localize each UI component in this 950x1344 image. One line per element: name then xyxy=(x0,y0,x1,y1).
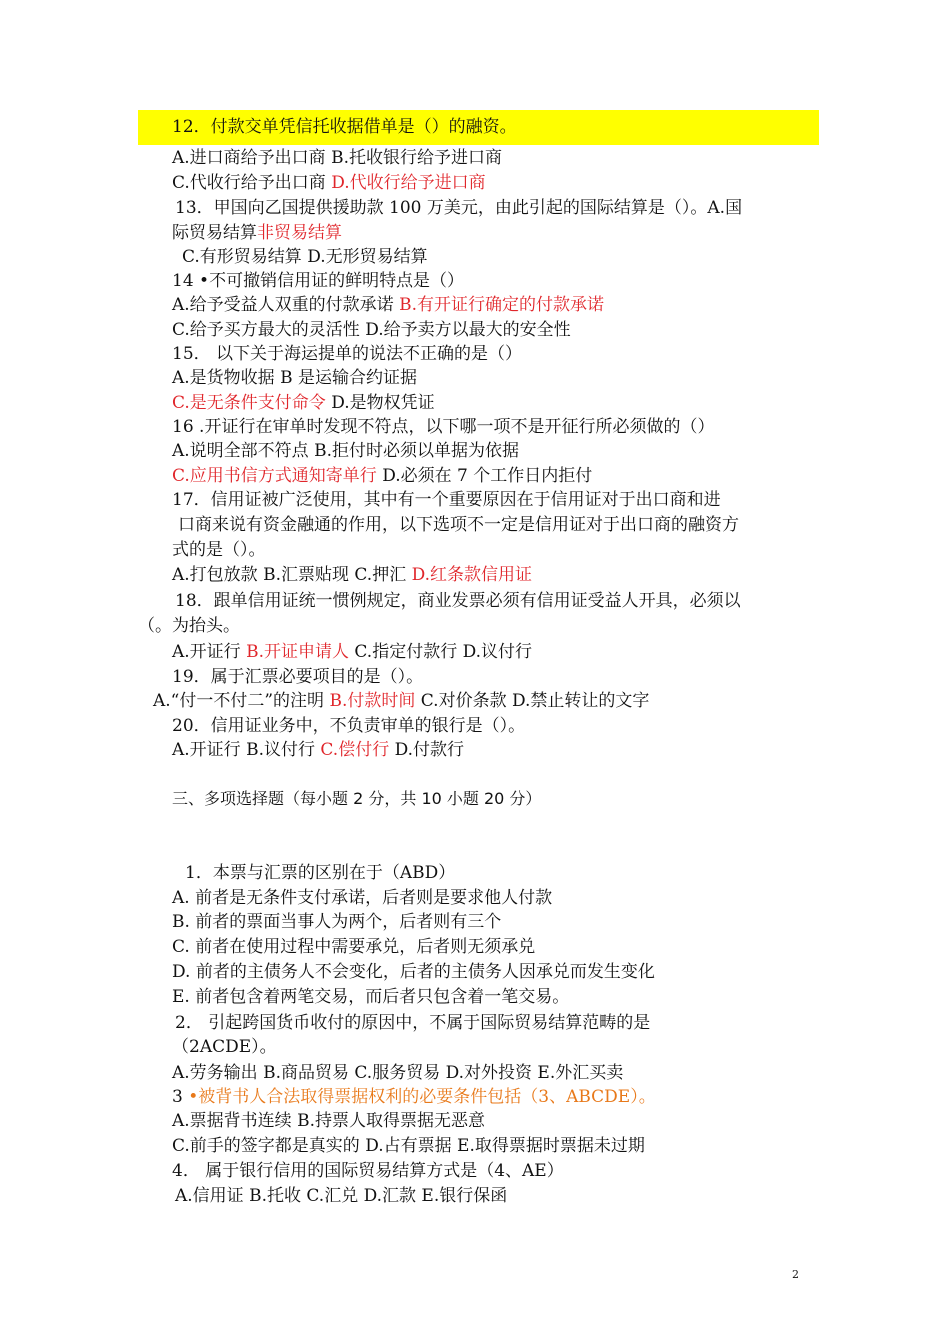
text-segment: （2ACDE）。 xyxy=(172,1037,277,1057)
text-segment: 1．本票与汇票的区别在于（ABD） xyxy=(185,863,456,883)
answer-text: D.红条款信用证 xyxy=(411,565,533,585)
text-line xyxy=(175,1011,650,1035)
text-segment: A.进口商给予出口商 B.托收银行给予进口商 xyxy=(172,148,502,168)
text-line xyxy=(172,563,532,587)
text-line xyxy=(172,985,569,1009)
text-segment: C.对价条款 D.禁止转让的文字 xyxy=(415,691,650,711)
text-line xyxy=(172,738,464,762)
text-line xyxy=(172,1061,623,1085)
text-segment: 式的是（）。 xyxy=(172,540,266,560)
text-segment: 17．信用证被广泛使用，其中有一个重要原因在于信用证对于出口商和进 xyxy=(172,490,721,510)
text-line xyxy=(172,464,592,488)
text-line xyxy=(178,513,739,537)
text-line xyxy=(172,1134,645,1158)
text-line xyxy=(172,391,435,415)
text-line xyxy=(172,935,535,959)
text-segment: A.票据背书连续 B.持票人取得票据无恶意 xyxy=(172,1111,485,1131)
text-segment: 三、多项选择题（每小题 2 分，共 10 小题 20 分） xyxy=(172,789,542,808)
text-line xyxy=(175,196,742,220)
text-segment: （。为抬头。 xyxy=(138,616,240,636)
text-segment: 13．甲国向乙国提供援助款 100 万美元，由此引起的国际结算是（）。A.国 xyxy=(175,198,743,218)
text-line xyxy=(172,1035,277,1059)
text-segment: A.说明全部不符点 B.拒付时必须以单据为依据 xyxy=(172,441,519,461)
text-segment: E. 前者包含着两笔交易，而后者只包含着一笔交易。 xyxy=(172,987,570,1007)
text-segment: D.付款行 xyxy=(389,740,465,760)
text-segment: A.打包放款 B.汇票贴现 C.押汇 xyxy=(172,565,412,585)
answer-text: B.付款时间 xyxy=(329,691,416,711)
text-segment: A.“付一不付二”的注明 xyxy=(153,691,330,711)
text-segment: B. 前者的票面当事人为两个，后者则有三个 xyxy=(172,912,502,932)
text-segment: C.有形贸易结算 D.无形贸易结算 xyxy=(182,247,428,267)
text-segment: 20．信用证业务中，不负责审单的银行是（）。 xyxy=(172,716,526,736)
text-line xyxy=(172,488,721,512)
text-segment: A.是货物收据 B 是运输合约证据 xyxy=(172,368,417,388)
text-line xyxy=(172,960,655,984)
text-segment: C.代收行给予出口商 xyxy=(172,173,332,193)
text-line xyxy=(172,640,532,664)
text-segment: A.信用证 B.托收 C.汇兑 D.汇款 E.银行保函 xyxy=(175,1186,508,1206)
text-segment: 口商来说有资金融通的作用，以下选项不一定是信用证对于出口商的融资方 xyxy=(178,515,739,535)
text-line xyxy=(172,293,604,317)
text-segment: C.前手的签字都是真实的 D.占有票据 E.取得票据时票据未过期 xyxy=(172,1136,645,1156)
text-line xyxy=(172,171,486,195)
text-line xyxy=(172,115,517,139)
text-line xyxy=(175,1184,507,1208)
text-line xyxy=(138,614,240,638)
text-segment: A.给予受益人双重的付款承诺 xyxy=(172,295,400,315)
text-segment: 4． 属于银行信用的国际贸易结算方式是（4、AE） xyxy=(172,1161,564,1181)
text-segment: D. 前者的主债务人不会变化，后者的主债务人因承兑而发生变化 xyxy=(172,962,655,982)
text-line xyxy=(172,1085,656,1109)
answer-text: B.开证申请人 xyxy=(246,642,349,662)
text-segment: 3 xyxy=(172,1087,189,1107)
answer-text: 非贸易结算 xyxy=(257,223,342,243)
text-segment: 2． 引起跨国货币收付的原因中，不属于国际贸易结算范畴的是 xyxy=(175,1013,651,1033)
answer-text: C.是无条件支付命令 xyxy=(172,393,326,413)
text-line xyxy=(172,1109,485,1133)
text-line xyxy=(153,689,649,713)
text-line xyxy=(172,342,522,366)
page-number: 2 xyxy=(792,1268,799,1281)
text-line xyxy=(172,439,519,463)
text-segment: 14 •不可撤销信用证的鲜明特点是（） xyxy=(172,271,465,291)
text-segment: D.必须在 7 个工作日内拒付 xyxy=(376,466,593,486)
text-line xyxy=(175,589,741,613)
answer-text: C.应用书信方式通知寄单行 xyxy=(172,466,377,486)
text-segment: 际贸易结算 xyxy=(172,223,257,243)
text-segment: C.指定付款行 D.议付行 xyxy=(349,642,533,662)
text-segment: A.开证行 xyxy=(172,642,247,662)
answer-text: C.偿付行 xyxy=(320,740,390,760)
text-line xyxy=(172,1159,564,1183)
text-segment: 18．跟单信用证统一惯例规定，商业发票必须有信用证受益人开具，必须以 xyxy=(175,591,741,611)
text-segment: C. 前者在使用过程中需要承兑，后者则无须承兑 xyxy=(172,937,536,957)
text-line xyxy=(172,366,417,390)
text-line xyxy=(172,146,502,170)
text-line xyxy=(172,269,464,293)
text-segment: C.给予买方最大的灵活性 D.给予卖方以最大的安全性 xyxy=(172,320,571,340)
text-segment: A.劳务输出 B.商品贸易 C.服务贸易 D.对外投资 E.外汇买卖 xyxy=(172,1063,624,1083)
text-line xyxy=(172,665,423,689)
text-line xyxy=(172,910,501,934)
highlighted-question-text: •被背书人合法取得票据权利的必要条件包括（3、ABCDE）。 xyxy=(188,1087,656,1107)
text-line xyxy=(182,245,428,269)
text-line xyxy=(172,415,714,439)
text-line xyxy=(172,221,342,245)
text-segment: A.开证行 B.议付行 xyxy=(172,740,321,760)
text-line xyxy=(185,861,455,885)
text-line xyxy=(172,538,266,562)
text-segment: 19．属于汇票必要项目的是（）。 xyxy=(172,667,424,687)
text-segment: 12．付款交单凭信托收据借单是（）的融资。 xyxy=(172,117,517,137)
text-segment: D.是物权凭证 xyxy=(325,393,435,413)
text-line xyxy=(172,714,525,738)
answer-text: D.代收行给予进口商 xyxy=(331,173,486,193)
text-segment: A. 前者是无条件支付承诺，后者则是要求他人付款 xyxy=(172,888,553,908)
text-line xyxy=(172,886,552,910)
answer-text: B.有开证行确定的付款承诺 xyxy=(399,295,604,315)
text-segment: 16 .开证行在审单时发现不符点，以下哪一项不是开征行所必须做的（） xyxy=(172,417,715,437)
text-line xyxy=(172,787,541,811)
text-line xyxy=(172,318,571,342)
text-segment: 15． 以下关于海运提单的说法不正确的是（） xyxy=(172,344,523,364)
